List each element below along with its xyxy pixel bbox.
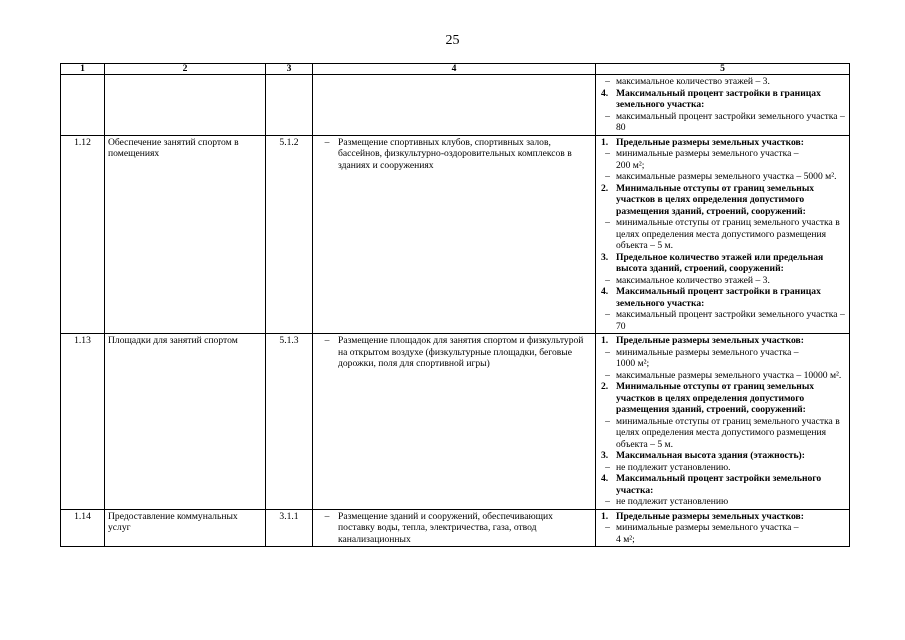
parameter-item (599, 416, 846, 451)
heading-text: Минимальные отступы от границ земельных участков в целях определения допустимого размещения зданий, строений, сооружений: (616, 182, 815, 217)
parameter-continuation: 200 м²; (616, 159, 645, 171)
heading-text: Максимальный процент застройки в границах земельного участка: (616, 87, 821, 110)
zoning-table (60, 63, 850, 547)
use-type-name: Предоставление коммунальных услуг (105, 509, 266, 547)
parameters-cell (596, 509, 850, 547)
dash-marker: – (605, 309, 610, 320)
use-type-name: Обеспечение занятий спортом в помещениях (105, 135, 266, 334)
parameter-item (599, 275, 846, 287)
parameter-text: максимальный процент застройки земельного участка – 70 (616, 309, 845, 332)
dash-marker: – (605, 461, 610, 473)
description-text: Размещение площадок для занятия спортом и физкультурой на открытом воздухе (физкультурные площадки, беговые дорожки, поля для спортивной игры) (338, 335, 584, 369)
parameter-text: максимальные размеры земельного участка – 10000 м². (616, 369, 842, 381)
header-row (61, 64, 850, 75)
description-item (316, 511, 592, 546)
heading-text: Максимальная высота здания (этажность): (616, 450, 805, 461)
heading-number: 1. (601, 136, 609, 148)
heading-number: 4. (601, 87, 609, 99)
heading-text: Предельные размеры земельных участков: (616, 136, 804, 148)
dash-marker: – (605, 496, 610, 507)
heading-text: Предельные размеры земельных участков: (616, 510, 804, 522)
parameter-item (599, 462, 846, 474)
parameter-heading (599, 381, 846, 416)
use-description (313, 509, 596, 547)
parameter-heading (599, 183, 846, 218)
dash-marker: – (605, 522, 610, 533)
parameter-heading (599, 511, 846, 523)
table-row (61, 334, 850, 510)
use-type-name: Площадки для занятий спортом (105, 334, 266, 510)
classifier-code: 5.1.3 (266, 334, 313, 510)
table-row (61, 135, 850, 334)
heading-text: Максимальный процент застройки земельного участка: (616, 473, 822, 496)
heading-number: 1. (601, 510, 609, 522)
col-header-5: 5 (596, 64, 850, 75)
dash-marker: – (324, 335, 330, 346)
col-header-3: 3 (266, 64, 313, 75)
dash-marker: – (324, 136, 330, 148)
parameter-item (599, 309, 846, 332)
parameter-heading (599, 473, 846, 496)
description-text: Размещение зданий и сооружений, обеспечивающих поставку воды, тепла, электричества, газа, отвод канализационных (338, 510, 553, 545)
parameter-item (599, 217, 846, 252)
dash-marker: – (605, 274, 610, 286)
parameter-text: минимальные размеры земельного участка – (616, 148, 799, 159)
parameter-continuation: 4 м²; (616, 533, 635, 545)
parameter-item (599, 171, 846, 183)
classifier-code (266, 75, 313, 136)
heading-text: Максимальный процент застройки в границах земельного участка: (616, 286, 821, 309)
dash-marker: – (605, 110, 610, 122)
col-header-4: 4 (313, 64, 596, 75)
parameters-cell (596, 334, 850, 510)
use-description (313, 334, 596, 510)
table-row (61, 509, 850, 547)
parameter-item (599, 76, 846, 88)
dash-marker: – (605, 76, 610, 87)
parameter-text: минимальные размеры земельного участка – (616, 346, 799, 358)
parameter-heading (599, 335, 846, 347)
heading-number: 4. (601, 286, 609, 297)
page-number: 25 (445, 33, 460, 48)
parameter-item (599, 370, 846, 382)
row-number: 1.14 (61, 509, 105, 547)
heading-text: Предельные размеры земельных участков: (616, 335, 804, 346)
heading-number: 1. (601, 335, 609, 346)
parameter-item (599, 111, 846, 134)
dash-marker: – (605, 148, 610, 159)
dash-marker: – (605, 217, 610, 228)
parameter-text: максимальное количество этажей – 3. (616, 274, 770, 286)
description-item (316, 335, 592, 370)
heading-number: 3. (601, 251, 609, 263)
parameter-text: максимальный процент застройки земельного участка – 80 (616, 110, 845, 133)
dash-marker: – (605, 171, 610, 182)
table-row (61, 75, 850, 136)
heading-number: 2. (601, 381, 609, 392)
parameter-heading (599, 88, 846, 111)
row-number: 1.13 (61, 334, 105, 510)
row-number (61, 75, 105, 136)
parameter-heading (599, 137, 846, 149)
heading-text: Предельное количество этажей или предельная высота зданий, строений, сооружений: (616, 251, 824, 274)
dash-marker: – (605, 415, 610, 427)
parameter-text: минимальные отступы от границ земельного участка в целях определения места допустимого размещения объекта – 5 м. (616, 415, 840, 450)
parameter-text: максимальные размеры земельного участка – 5000 м². (616, 171, 837, 182)
parameter-item (599, 347, 846, 359)
parameter-text: минимальные отступы от границ земельного участка в целях определения места допустимого размещения объекта – 5 м. (616, 217, 840, 251)
classifier-code: 3.1.1 (266, 509, 313, 547)
parameter-text: не подлежит установлению. (616, 461, 731, 473)
col-header-2: 2 (105, 64, 266, 75)
use-description (313, 75, 596, 136)
use-type-name (105, 75, 266, 136)
heading-text: Минимальные отступы от границ земельных участков в целях определения допустимого размещения зданий, строений, сооружений: (616, 381, 815, 415)
parameter-text: максимальное количество этажей – 3. (616, 76, 770, 87)
heading-number: 3. (601, 450, 609, 461)
description-item (316, 137, 592, 172)
parameter-item (599, 148, 846, 160)
description-text: Размещение спортивных клубов, спортивных залов, бассейнов, физкультурно-оздоровительных комплексов в зданиях и сооружениях (338, 136, 572, 171)
col-header-1: 1 (61, 64, 105, 75)
parameter-text: минимальные размеры земельного участка – (616, 522, 799, 533)
parameters-cell (596, 75, 850, 136)
parameter-item (599, 522, 846, 534)
parameter-item (599, 496, 846, 508)
parameter-text: не подлежит установлению (616, 496, 729, 507)
parameter-continuation: 1000 м²; (616, 358, 650, 369)
classifier-code: 5.1.2 (266, 135, 313, 334)
heading-number: 2. (601, 182, 609, 194)
dash-marker: – (605, 346, 610, 358)
dash-marker: – (324, 510, 330, 522)
parameter-heading (599, 252, 846, 275)
parameters-cell (596, 135, 850, 334)
parameter-heading (599, 450, 846, 462)
row-number: 1.12 (61, 135, 105, 334)
heading-number: 4. (601, 473, 609, 484)
use-description (313, 135, 596, 334)
dash-marker: – (605, 369, 610, 381)
parameter-heading (599, 286, 846, 309)
